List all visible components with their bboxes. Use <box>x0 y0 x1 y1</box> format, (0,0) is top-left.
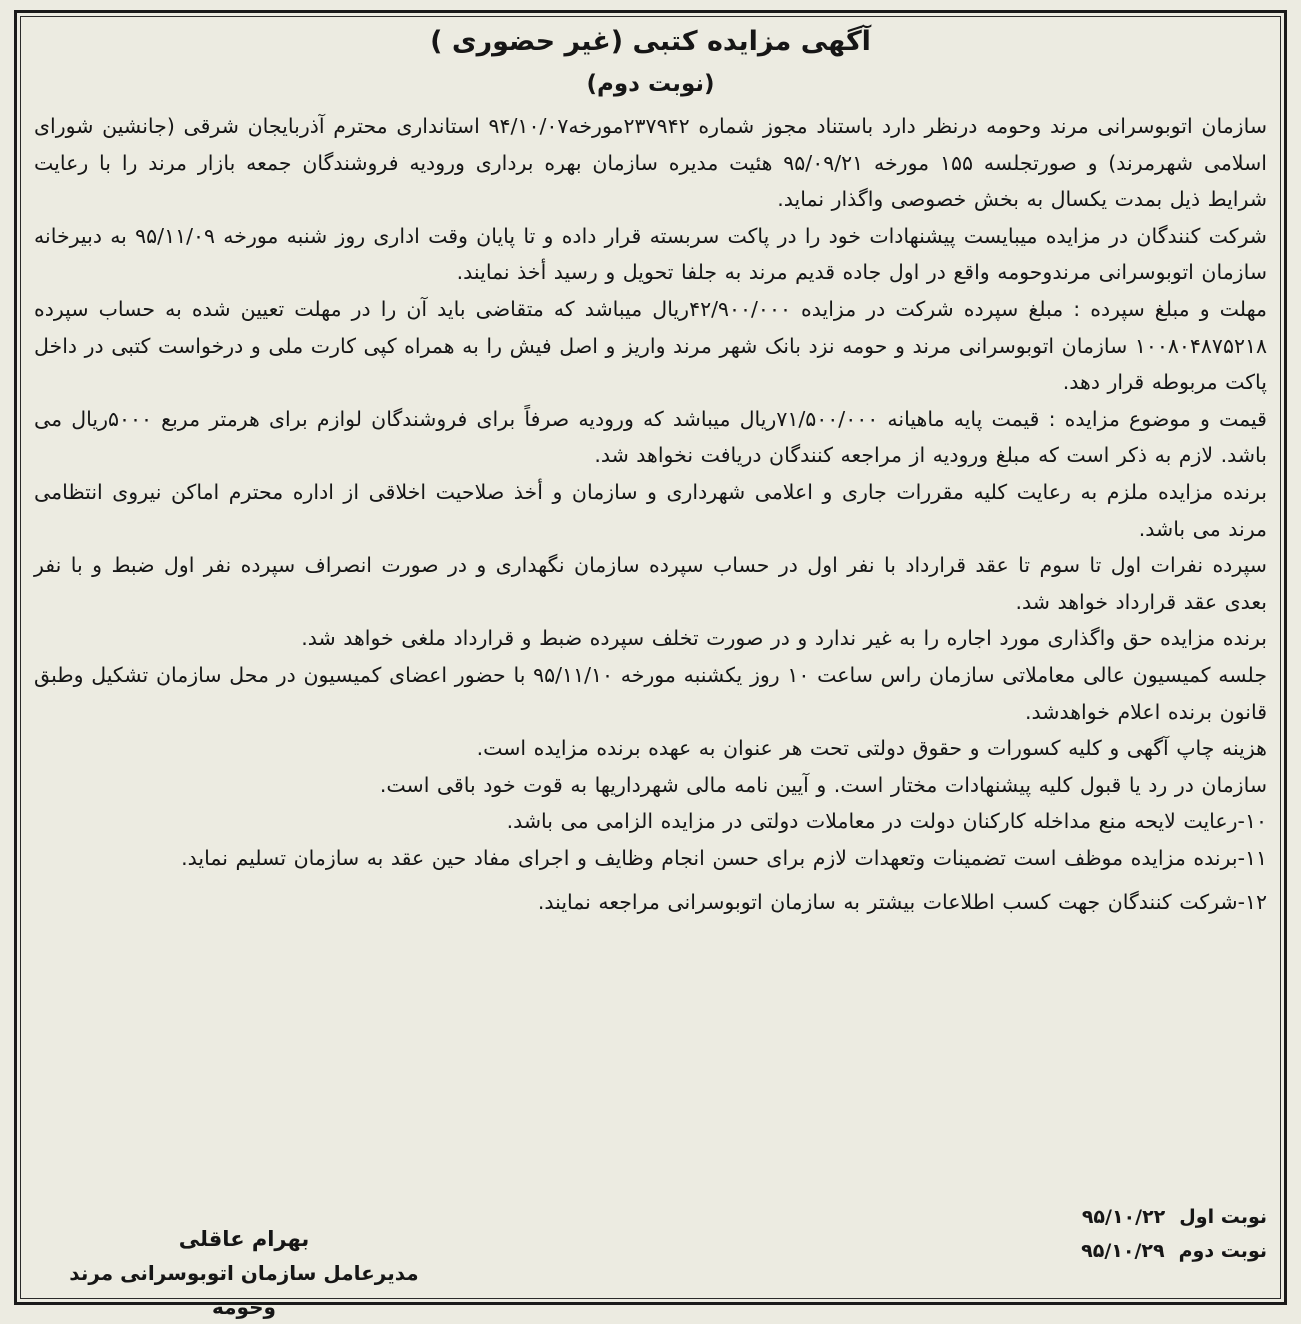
signatory-title: مدیرعامل سازمان اتوبوسرانی مرند وحومه <box>69 1261 419 1319</box>
signatory-name: بهرام عاقلی <box>178 1227 310 1251</box>
turn-first-date: ۹۵/۱۰/۲۲ <box>1081 1206 1166 1228</box>
paragraph-costs: هزینه چاپ آگهی و کلیه کسورات و حقوق دولتی تحت هر عنوان به عهده برنده مزایده است. <box>476 736 1267 761</box>
publication-turns <box>1081 1200 1267 1268</box>
paragraph-item-10: ۱۰-رعایت لایحه منع مداخله کارکنان دولت در معاملات دولتی در مزایده الزامی می باشد. <box>506 809 1267 834</box>
paragraph-item-12: ۱۲-شرکت کنندگان جهت کسب اطلاعات بیشتر به سازمان اتوبوسرانی مراجعه نمایند. <box>537 890 1267 915</box>
notice-title: آگهی مزایده کتبی (غیر حضوری ) <box>430 26 871 57</box>
paragraph-deposit-holding: سپرده نفرات اول تا سوم تا عقد قرارداد با نفر اول در حساب سپرده سازمان نگهداری و در صورت انصراف سپرده نفر اول ضبط و با نفر بعدی عقد قرارداد خواهد شد. <box>34 553 1267 614</box>
paragraph-price: قیمت و موضوع مزایده : قیمت پایه ماهیانه ۷۱/۵۰۰/۰۰۰ریال میباشد که ورودیه صرفاً برای فروشندگان لوازم برای هرمتر مربع ۵۰۰۰ریال می باشد. لازم به ذکر است که مبلغ ورودیه از مراجعه کنندگان دریافت نخواهد شد. <box>34 406 1267 468</box>
notice-subtitle: (نوبت دوم) <box>586 71 715 97</box>
paragraph-deposit: مهلت و مبلغ سپرده : مبلغ سپرده شرکت در مزایده ۴۲/۹۰۰/۰۰۰ریال میباشد که متقاضی باید آن را در مهلت تعیین شده به حساب سپرده ۱۰۰۸۰۴۸۷۵۲۱۸ سازمان اتوبوسرانی مرند و حومه نزد بانک شهر مرند واریز و اصل فیش را به همراه کپی کارت ملی و درخواست کتبی در داخل پاکت مربوطه قرار دهد. <box>34 296 1268 395</box>
turn-second <box>1081 1234 1267 1268</box>
paragraph-obligations: برنده مزایده ملزم به رعایت کلیه مقررات جاری و اعلامی شهرداری و سازمان و أخذ صلاحیت اخلاقی از اداره محترم اماکن نیروی انتظامی مرند می باشد. <box>34 479 1267 541</box>
paragraph-submission: شرکت کنندگان در مزایده میبایست پیشنهادات خود را در پاکت سربسته قرار داده و تا پایان وقت اداری روز شنبه مورخه ۹۵/۱۱/۰۹ به دبیرخانه سازمان اتوبوسرانی مرندوحومه واقع در اول جاده قدیم مرند به جلفا تحویل و رسید أخذ نمایند. <box>34 223 1267 285</box>
turn-second-date: ۹۵/۱۰/۲۹ <box>1081 1240 1165 1262</box>
notice-body <box>34 22 1267 921</box>
turn-second-label: نوبت دوم <box>1178 1240 1267 1262</box>
paragraph-item-11: ۱۱-برنده مزایده موظف است تضمینات وتعهدات لازم برای حسن انجام وظایف و اجرای مفاد حین عقد به سازمان تسلیم نماید. <box>181 845 1267 870</box>
paragraph-no-transfer: برنده مزایده حق واگذاری مورد اجاره را به غیر ندارد و در صورت تخلف سپرده ضبط و قرارداد ملغی خواهد شد. <box>301 626 1267 651</box>
paragraph-intro: سازمان اتوبوسرانی مرند وحومه درنظر دارد باستناد مجوز شماره ۲۳۷۹۴۲مورخه۹۴/۱۰/۰۷ استانداری محترم آذربایجان شرقی (جانشین شورای اسلامی شهرمرند) و صورتجلسه ۱۵۵ مورخه ۹۵/۰۹/۲۱ هئیت مدیره سازمان بهره برداری ورودیه فروشندگان جمعه بازار مرند را با رعایت شرایط ذیل بمدت یکسال به بخش خصوصی واگذار نماید. <box>34 114 1267 212</box>
notice-footer <box>34 1200 1267 1319</box>
turn-first <box>1081 1200 1267 1234</box>
signature-block <box>34 1222 454 1324</box>
turn-first-label: نوبت اول <box>1179 1206 1267 1228</box>
paragraph-rights: سازمان در رد یا قبول کلیه پیشنهادات مختار است. و آیین نامه مالی شهرداریها به قوت خود باقی است. <box>379 772 1267 797</box>
paragraph-commission: جلسه کمیسیون عالی معاملاتی سازمان راس ساعت ۱۰ روز یکشنبه مورخه ۹۵/۱۱/۱۰ با حضور اعضای کمیسیون در محل سازمان تشکیل وطبق قانون برنده اعلام خواهدشد. <box>34 662 1268 724</box>
